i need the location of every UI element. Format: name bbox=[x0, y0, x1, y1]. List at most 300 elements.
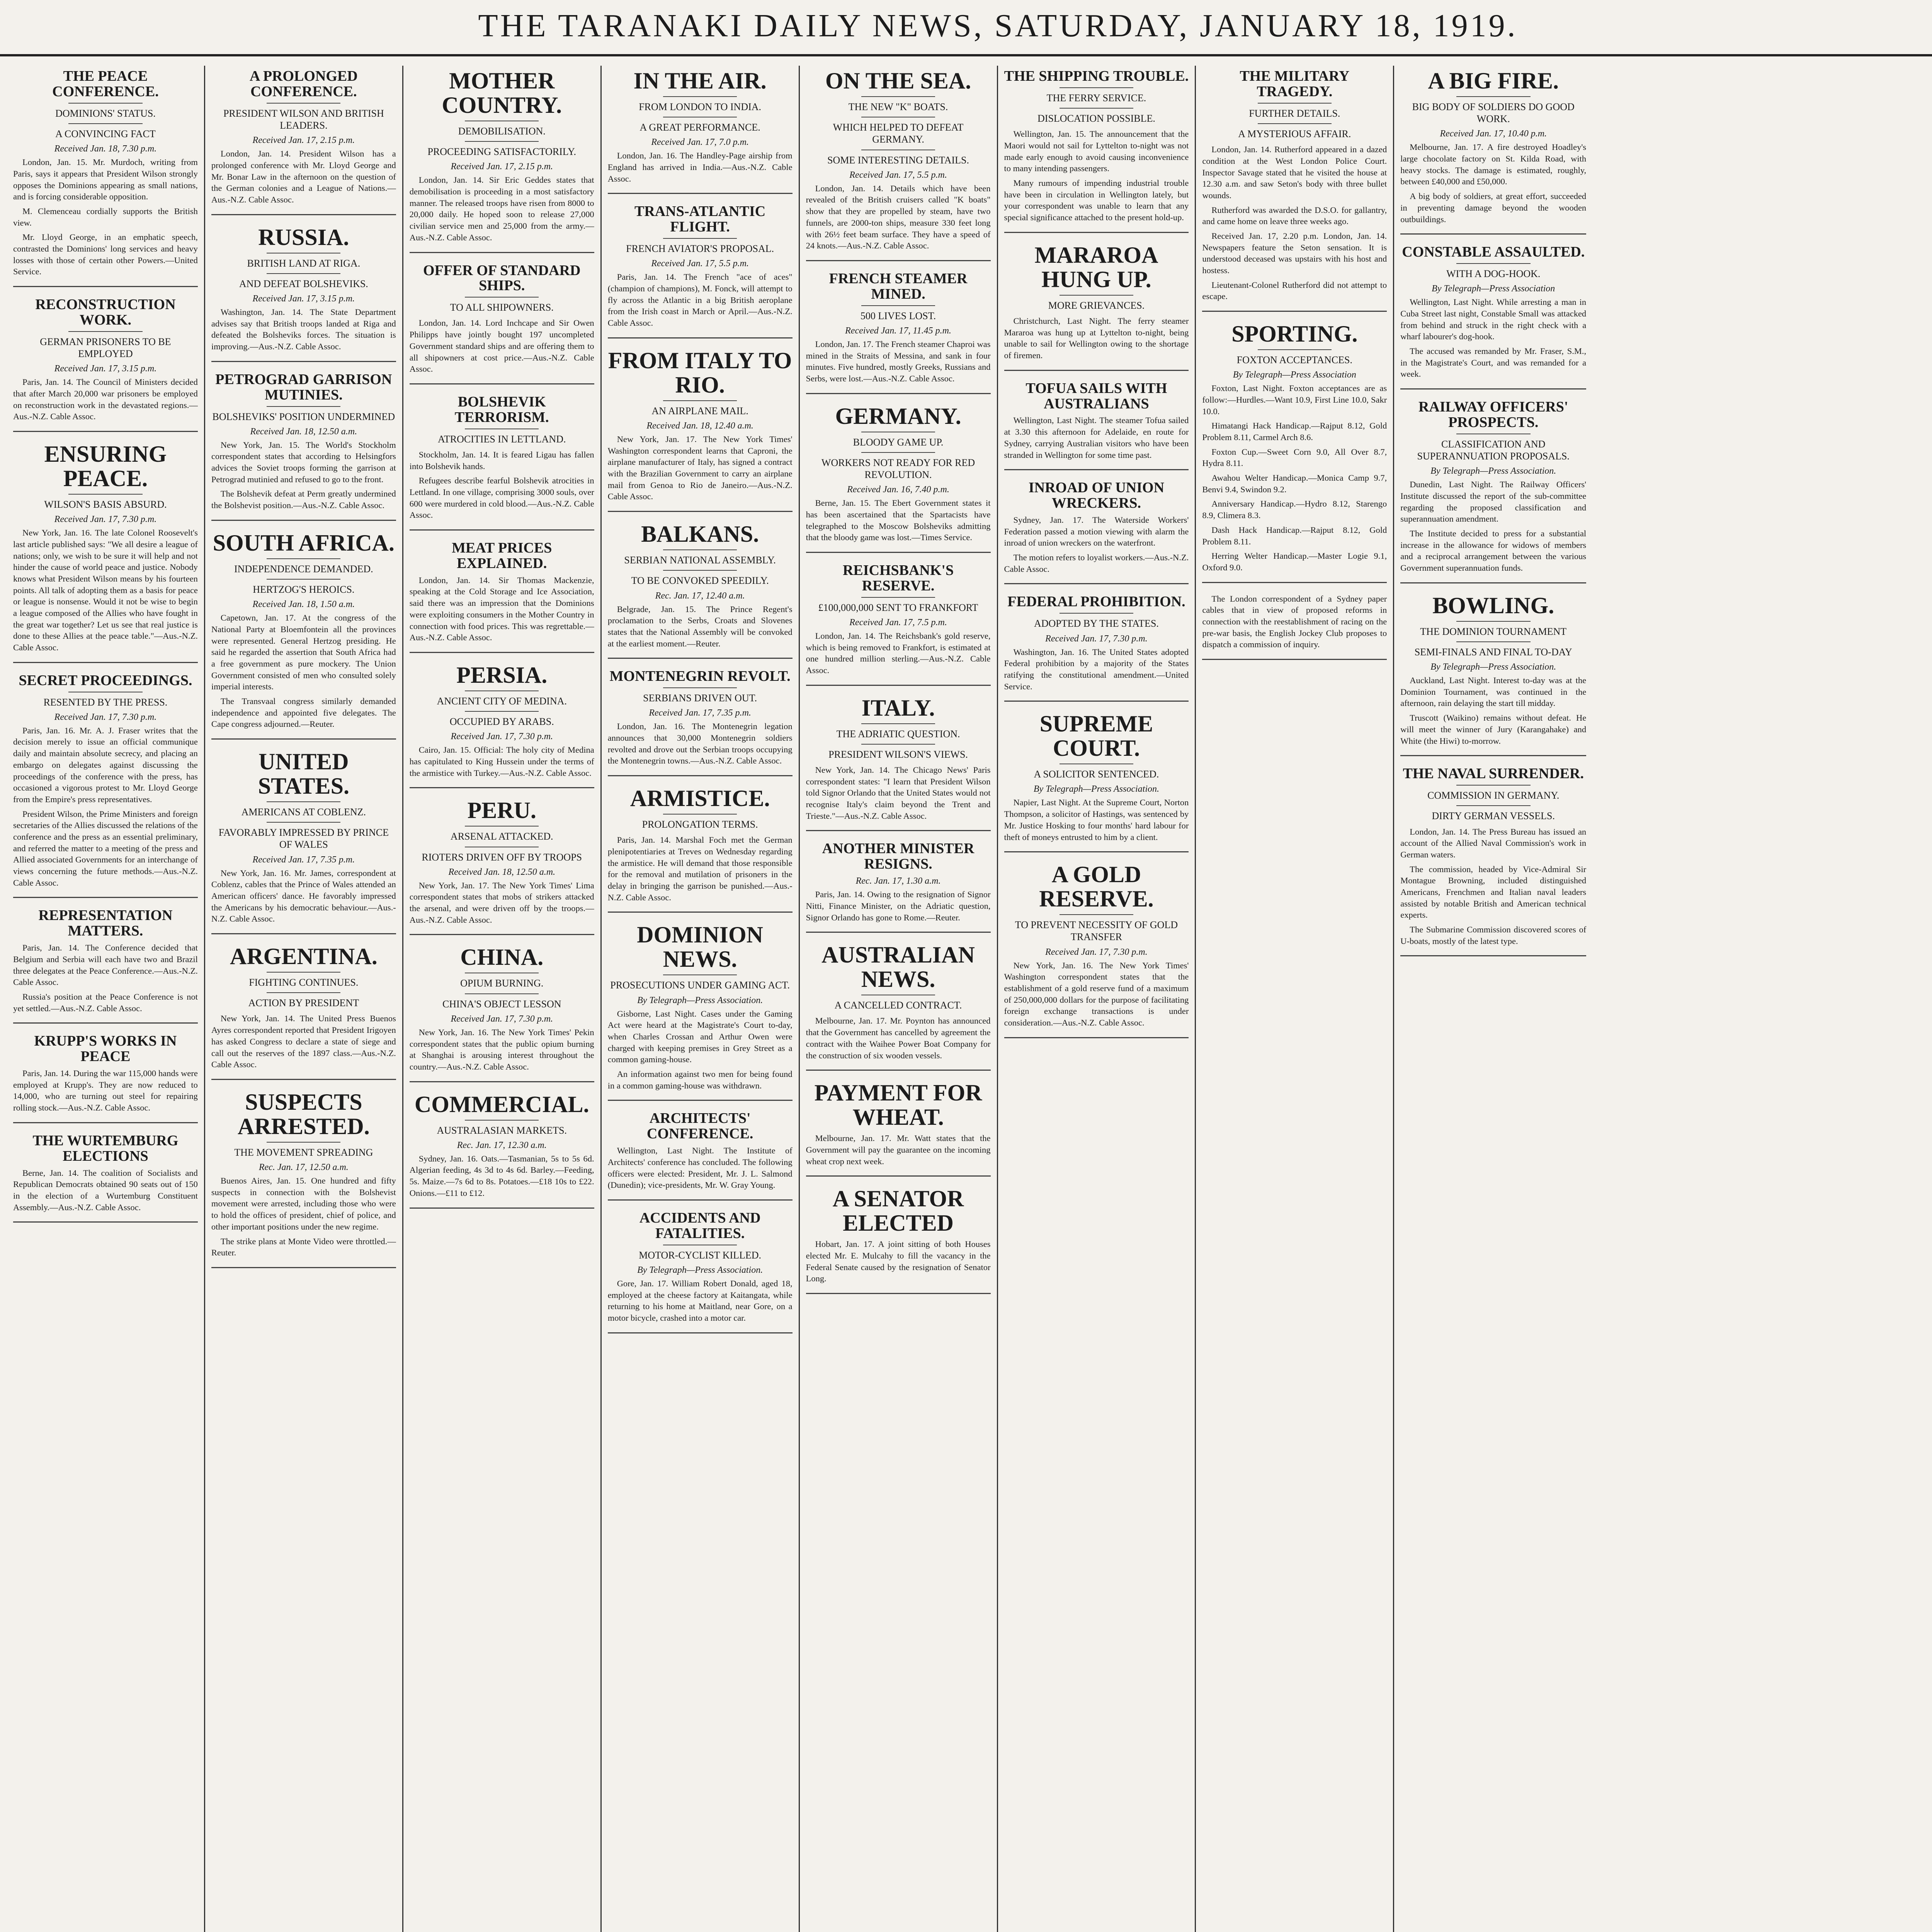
article-headline: TOFUA SAILS WITH AUSTRALIANS bbox=[1026, 380, 1167, 412]
news-column bbox=[800, 66, 998, 1932]
article bbox=[608, 786, 793, 913]
article-paragraph: Paris, Jan. 14. Owing to the resignation of Signor Nitti, Finance Minister, on the Adriatic question, Signor Orlando has gone to Rome.—Reuter. bbox=[806, 889, 991, 922]
article bbox=[608, 69, 793, 194]
article-paragraph: Belgrade, Jan. 15. The Prince Regent's proclamation to the Serbs, Croats and Slovenes states that the National Assembly will be convoked at the earliest moment.—Reuter. bbox=[607, 604, 793, 648]
article-headline: THE NAVAL SURRENDER. bbox=[1403, 765, 1584, 782]
article-subheading: ACTION BY PRESIDENT bbox=[248, 997, 359, 1009]
divider-rule bbox=[663, 549, 737, 550]
article-subheading: TO PREVENT NECESSITY OF GOLD TRANSFER bbox=[1015, 919, 1178, 943]
article-paragraph: Capetown, Jan. 17. At the congress of the National Party at Bloemfontein all the provinces were represented. General Hertzog presiding. He said he regarded the assertion that South Africa had a free government as pure mockery. The Union Government consisted of men who consulted solely imperial interests. bbox=[211, 613, 396, 692]
article-dateline: Received Jan. 18, 12.40 a.m. bbox=[646, 421, 753, 431]
article-subheading: A CONVINCING FACT bbox=[55, 128, 156, 139]
article-headline: ARGENTINA. bbox=[230, 944, 378, 969]
divider-rule bbox=[861, 305, 935, 306]
article bbox=[1004, 480, 1189, 584]
divider-rule bbox=[465, 993, 539, 994]
news-column bbox=[1196, 66, 1394, 1932]
divider-rule bbox=[68, 494, 142, 495]
article-subheading: SERBIAN NATIONAL ASSEMBLY. bbox=[624, 554, 776, 566]
news-column bbox=[7, 66, 205, 1932]
article-paragraph: The commission, headed by Vice-Admiral Sir Montague Browning, included distinguished Americans, Frenchmen and Italian naval leaders assisted by notable British and American technical experts. bbox=[1400, 864, 1587, 920]
article-paragraph: Dash Hack Handicap.—Rajput 8.12, Gold Problem 8.11. bbox=[1202, 525, 1387, 546]
article-headline: RUSSIA. bbox=[258, 224, 349, 250]
article-paragraph: Foxton Cup.—Sweet Corn 9.0, All Over 8.7, Hydra 8.11. bbox=[1202, 447, 1387, 468]
article-dateline: Received Jan. 17, 7.35 p.m. bbox=[649, 708, 751, 718]
article bbox=[806, 271, 991, 394]
article-headline: SPORTING. bbox=[1231, 321, 1358, 347]
divider-rule bbox=[1456, 96, 1531, 97]
article-paragraph: Wellington, Last Night. While arresting a man in Cuba Street last night, Constable Small was attacked from behind and struck in the right check with a wharf labourer's dog-hook. bbox=[1400, 297, 1587, 342]
article-headline: ITALY. bbox=[861, 695, 935, 721]
article-paragraph: The motion refers to loyalist workers.—Aus.-N.Z. Cable Assoc. bbox=[1004, 553, 1189, 574]
article-headline: CONSTABLE ASSAULTED. bbox=[1402, 244, 1585, 260]
article-subheading: HERTZOG'S HEROICS. bbox=[253, 584, 355, 595]
article-paragraph: London, Jan. 16. The Handley-Page airship from England has arrived in India.—Aus.-N.Z. Cable Assoc. bbox=[607, 151, 793, 184]
article-subheading: THE MOVEMENT SPREADING bbox=[234, 1146, 373, 1158]
article-subheading: WITH A DOG-HOOK. bbox=[1446, 268, 1541, 280]
article-headline: FEDERAL PROHIBITION. bbox=[1007, 594, 1185, 610]
article bbox=[13, 297, 198, 432]
article-dateline: Received Jan. 16, 7.40 p.m. bbox=[847, 485, 949, 495]
article bbox=[608, 1211, 793, 1333]
article-paragraph: Lieutenant-Colonel Rutherford did not attempt to escape. bbox=[1202, 280, 1387, 301]
article-subheading: A CANCELLED CONTRACT. bbox=[834, 1000, 962, 1011]
article-headline: PAYMENT FOR WHEAT. bbox=[814, 1080, 982, 1130]
article-dateline: Received Jan. 18, 7.30 p.m. bbox=[54, 144, 157, 154]
divider-rule bbox=[465, 711, 539, 712]
article-subheading: 500 LIVES LOST. bbox=[860, 310, 936, 321]
article-dateline: Received Jan. 17, 2.15 p.m. bbox=[252, 135, 355, 146]
article-subheading: MOTOR-CYCLIST KILLED. bbox=[639, 1249, 762, 1261]
article bbox=[1400, 766, 1586, 956]
article-headline: KRUPP'S WORKS IN PEACE bbox=[34, 1033, 177, 1065]
article bbox=[1004, 862, 1189, 1038]
article-subheading: PRESIDENT WILSON AND BRITISH LEADERS. bbox=[223, 107, 384, 131]
article-subheading: SOME INTERESTING DETAILS. bbox=[827, 154, 969, 166]
article-headline: TRANS-ATLANTIC FLIGHT. bbox=[634, 203, 766, 235]
article-dateline: Received Jan. 18, 1.50 a.m. bbox=[252, 599, 355, 610]
article-subheading: A GREAT PERFORMANCE. bbox=[639, 122, 760, 133]
divider-rule bbox=[663, 96, 737, 97]
article-headline: PETROGRAD GARRISON MUTINIES. bbox=[215, 371, 392, 403]
divider-rule bbox=[267, 406, 340, 407]
article-paragraph: New York, Jan. 17. The New York Times' Washington correspondent learns that Caproni, the airplane manufacturer of Italy, has signed a contract with the Brazilian Government to carry an airplane mail from Genoa to Rio de Janeiro.—Aus.-N.Z. Cable Assoc. bbox=[607, 434, 793, 502]
article-headline: IN THE AIR. bbox=[633, 68, 767, 94]
news-column bbox=[1394, 66, 1592, 1932]
article bbox=[608, 1111, 793, 1201]
article-subheading: FAVORABLY IMPRESSED BY PRINCE OF WALES bbox=[218, 827, 389, 850]
article-paragraph: New York, Jan. 17. The New York Times' Lima correspondent states that mobs of strikers attacked the arsenal, and were driven off by the troops.—Aus.-N.Z. Cable Assoc. bbox=[409, 880, 594, 925]
article-subheading: DEMOBILISATION. bbox=[458, 126, 546, 137]
article-headline: GERMANY. bbox=[835, 403, 961, 429]
article-paragraph: M. Clemenceau cordially supports the British view. bbox=[13, 206, 198, 228]
article-headline: RECONSTRUCTION WORK. bbox=[35, 296, 176, 328]
article-subheading: AND DEFEAT BOLSHEVIKS. bbox=[239, 278, 368, 289]
divider-rule bbox=[861, 452, 935, 453]
divider-rule bbox=[1258, 349, 1332, 350]
article-dateline: Received Jan. 17, 7.30 p.m. bbox=[1045, 947, 1148, 957]
article-dateline: By Telegraph—Press Association. bbox=[1430, 466, 1556, 476]
article-paragraph: Melbourne, Jan. 17. Mr. Poynton has announced that the Government has cancelled by agreement the contract with the Waihee Power Boat Company for the construction of six wooden vessels. bbox=[806, 1016, 991, 1060]
article-dateline: Received Jan. 17, 3.15 p.m. bbox=[54, 364, 157, 374]
divider-rule bbox=[267, 558, 340, 559]
article-subheading: FRENCH AVIATOR'S PROPOSAL. bbox=[626, 243, 774, 255]
divider-rule bbox=[267, 801, 340, 802]
divider-rule bbox=[465, 690, 539, 691]
article bbox=[1004, 381, 1189, 471]
article-subheading: DOMINIONS' STATUS. bbox=[55, 107, 156, 119]
article-headline: SUPREME COURT. bbox=[1039, 711, 1153, 761]
divider-rule bbox=[663, 400, 737, 401]
article-subheading: THE DOMINION TOURNAMENT bbox=[1420, 626, 1567, 637]
news-columns bbox=[7, 66, 1932, 1932]
article bbox=[806, 1081, 991, 1177]
article-paragraph: London, Jan. 14. Rutherford appeared in a dazed condition at the West London Police Court. Inspector Savage stated that he visited the house at 12.30 a.m. and saw Seton's body with three bullet wounds. bbox=[1202, 145, 1387, 200]
news-column bbox=[403, 66, 602, 1932]
article-subheading: FOXTON ACCEPTANCES. bbox=[1236, 354, 1353, 366]
article bbox=[806, 1187, 991, 1294]
article bbox=[1202, 593, 1387, 660]
article-dateline: Received Jan. 17, 11.45 p.m. bbox=[845, 325, 951, 336]
article-subheading: CHINA'S OBJECT LESSON bbox=[442, 998, 561, 1010]
article-paragraph: The Transvaal congress similarly demanded independence and appointed five delegates. The Cape congress adjourned.—Reuter. bbox=[211, 696, 396, 729]
divider-rule bbox=[267, 103, 340, 104]
article bbox=[211, 750, 396, 934]
divider-rule bbox=[465, 1120, 539, 1121]
article-dateline: Rec. Jan. 17, 12.40 a.m. bbox=[655, 590, 745, 601]
article-dateline: By Telegraph—Press Association. bbox=[1033, 784, 1159, 794]
article-subheading: COMMISSION IN GERMANY. bbox=[1427, 790, 1560, 801]
article-headline: ACCIDENTS AND FATALITIES. bbox=[639, 1209, 761, 1242]
divider-rule bbox=[663, 570, 737, 571]
article-headline: A SENATOR ELECTED bbox=[832, 1186, 964, 1236]
article-headline: THE MILITARY TRAGEDY. bbox=[1240, 68, 1350, 100]
divider-rule bbox=[1456, 621, 1531, 622]
divider-rule bbox=[267, 1142, 340, 1143]
article bbox=[13, 1034, 198, 1123]
article-paragraph: London, Jan. 14. Lord Inchcape and Sir Owen Philipps have jointly bought 197 uncompleted Government standard ships and are offering them to all shipowners at cost price.—Aus.-N.Z. Cable Assoc. bbox=[409, 318, 594, 374]
article-paragraph: The Institute decided to press for a substantial increase in the allowance for widows of members and a reciprocal arrangement between the various Government superannuation funds. bbox=[1400, 528, 1587, 573]
article-paragraph: Cairo, Jan. 15. Official: The holy city of Medina has capitulated to King Hussein under the terms of the armistice with Turkey.—Aus.-N.Z. Cable Assoc. bbox=[409, 745, 594, 778]
article-subheading: CLASSIFICATION AND SUPERANNUATION PROPOSALS. bbox=[1417, 438, 1570, 462]
article-subheading: GERMAN PRISONERS TO BE EMPLOYED bbox=[40, 336, 171, 359]
article-paragraph: An information against two men for being found in a common gaming-house was withdrawn. bbox=[607, 1069, 793, 1090]
article-dateline: Received Jan. 17, 5.5 p.m. bbox=[651, 259, 749, 269]
article-subheading: RIOTERS DRIVEN OFF BY TROOPS bbox=[422, 851, 582, 863]
divider-rule bbox=[1456, 805, 1531, 806]
article-headline: A GOLD RESERVE. bbox=[1039, 862, 1154, 912]
article-headline: REICHSBANK'S RESERVE. bbox=[842, 562, 954, 594]
article-subheading: AN AIRPLANE MAIL. bbox=[651, 405, 748, 417]
divider-rule bbox=[861, 723, 935, 724]
article-headline: MEAT PRICES EXPLAINED. bbox=[452, 540, 552, 571]
article-dateline: Received Jan. 17, 5.5 p.m. bbox=[849, 170, 947, 180]
article-headline: BOWLING. bbox=[1432, 592, 1554, 618]
article-paragraph: The London correspondent of a Sydney paper cables that in view of proposed reforms in connection with the reestablishment of racing on the pre-war basis, the English Jockey Club proposes to dispatch a commission of inquiry. bbox=[1202, 594, 1387, 650]
divider-rule bbox=[68, 123, 142, 124]
article-subheading: BOLSHEVIKS' POSITION UNDERMINED bbox=[212, 411, 395, 422]
article bbox=[1400, 594, 1586, 757]
article-paragraph: Paris, Jan. 16. Mr. A. J. Fraser writes that the decision merely to issue an official communique daily and maintain absolute secrecy, and placing an embargo on delegates against discussing the proceedings of the conference with the press, has occasioned a vigorous protest to Mr. Lloyd George from the Empire's press representatives. bbox=[13, 725, 198, 804]
article-paragraph: Paris, Jan. 14. During the war 115,000 hands were employed at Krupp's. They are now reduced to 14,000, who are turning out steel for repairing rolling stock.—Aus.-N.Z. Cable Assoc. bbox=[13, 1068, 198, 1113]
article bbox=[1202, 69, 1387, 312]
article-dateline: Rec. Jan. 17, 1.30 a.m. bbox=[855, 876, 941, 886]
article-headline: FRENCH STEAMER MINED. bbox=[829, 270, 968, 302]
article-paragraph: Buenos Aires, Jan. 15. One hundred and fifty suspects in connection with the Bolshevist movement were arrested, including those who were to hold the offices of president, chief of police, and other important positions under the new regime. bbox=[211, 1176, 396, 1231]
article-dateline: By Telegraph—Press Association. bbox=[637, 1265, 763, 1275]
article-subheading: PROLONGATION TERMS. bbox=[642, 819, 758, 830]
article bbox=[1400, 245, 1586, 389]
article-dateline: Received Jan. 17, 7.30 p.m. bbox=[54, 712, 157, 722]
divider-rule bbox=[1456, 263, 1531, 264]
article-paragraph: London, Jan. 14. The Reichsbank's gold reserve, which is being removed to Frankfort, is estimated at one hundred million sterling.—Aus.-N.Z. Cable Assoc. bbox=[806, 631, 991, 675]
article-subheading: ARSENAL ATTACKED. bbox=[450, 831, 553, 842]
divider-rule bbox=[68, 103, 142, 104]
divider-rule bbox=[861, 744, 935, 745]
article bbox=[1400, 400, 1586, 583]
divider-rule bbox=[1060, 295, 1133, 296]
article-dateline: Received Jan. 17, 2.15 p.m. bbox=[451, 162, 553, 172]
article-paragraph: The Bolshevik defeat at Perm greatly undermined the Bolshevist position.—Aus.-N.Z. Cable Assoc. bbox=[211, 489, 396, 510]
article-paragraph: Rutherford was awarded the D.S.O. for gallantry, and came home on leave three weeks ago. bbox=[1202, 205, 1387, 226]
news-column bbox=[998, 66, 1196, 1932]
divider-rule bbox=[663, 238, 737, 239]
article-paragraph: The strike plans at Monte Video were throttled.—Reuter. bbox=[211, 1236, 396, 1258]
article-subheading: PROSECUTIONS UNDER GAMING ACT. bbox=[610, 980, 790, 991]
article-subheading: WORKERS NOT READY FOR RED REVOLUTION. bbox=[821, 457, 975, 480]
article-subheading: ATROCITIES IN LETTLAND. bbox=[438, 433, 566, 445]
news-column bbox=[205, 66, 403, 1932]
article-subheading: RESENTED BY THE PRESS. bbox=[43, 696, 168, 708]
article bbox=[608, 669, 793, 776]
article bbox=[211, 1090, 396, 1268]
article-subheading: ANCIENT CITY OF MEDINA. bbox=[437, 695, 567, 707]
article-subheading: FROM LONDON TO INDIA. bbox=[639, 101, 762, 112]
newspaper-title: THE TARANAKI DAILY NEWS, SATURDAY, JANUARY 18, 1919. bbox=[478, 8, 1518, 44]
article-subheading: FIGHTING CONTINUES. bbox=[249, 977, 359, 988]
article-subheading: DISLOCATION POSSIBLE. bbox=[1037, 113, 1155, 124]
article-headline: A PROLONGED CONFERENCE. bbox=[249, 68, 358, 100]
article-subheading: WILSON'S BASIS ABSURD. bbox=[44, 498, 167, 510]
article-subheading: OPIUM BURNING. bbox=[460, 978, 544, 989]
article-headline: ANOTHER MINISTER RESIGNS. bbox=[822, 840, 975, 872]
article bbox=[211, 944, 396, 1080]
article-headline: PERU. bbox=[467, 798, 536, 823]
article-headline: MOTHER COUNTRY. bbox=[442, 68, 562, 118]
article-dateline: By Telegraph—Press Association bbox=[1233, 370, 1356, 380]
article-dateline: Received Jan. 17, 7.0 p.m. bbox=[651, 137, 749, 148]
article bbox=[806, 563, 991, 686]
article-paragraph: Wellington, Last Night. The steamer Tofua sailed at 3.30 this afternoon for Adelaide, en route for Sydney, carrying Australian visitors who have been stranded in Wellington for some time past. bbox=[1004, 415, 1189, 460]
divider-rule bbox=[1258, 103, 1332, 104]
article-headline: MONTENEGRIN REVOLT. bbox=[609, 668, 791, 685]
article-dateline: Received Jan. 18, 12.50 a.m. bbox=[250, 426, 357, 437]
article-headline: ARMISTICE. bbox=[630, 786, 770, 811]
article-paragraph: Gore, Jan. 17. William Robert Donald, aged 18, employed at the cheese factory at Kaitangata, while returning to his home at Maitland, near Gore, on a motor bicycle, crashed into a motor car. bbox=[607, 1278, 793, 1323]
article-dateline: Received Jan. 17, 7.30 p.m. bbox=[54, 514, 157, 525]
article bbox=[1004, 712, 1189, 852]
article bbox=[410, 945, 594, 1082]
article-paragraph: Russia's position at the Peace Conference is not yet settled.—Aus.-N.Z. Cable Assoc. bbox=[13, 992, 198, 1013]
article bbox=[13, 1133, 198, 1223]
article-subheading: FURTHER DETAILS. bbox=[1249, 107, 1340, 119]
divider-rule bbox=[267, 992, 340, 993]
article-headline: BALKANS. bbox=[641, 521, 759, 547]
article-paragraph: Hobart, Jan. 17. A joint sitting of both Houses elected Mr. E. Mulcahy to fill the vacancy in the Federal Senate caused by the resignation of Senator Long. bbox=[806, 1239, 991, 1284]
article bbox=[1004, 594, 1189, 702]
article-headline: SOUTH AFRICA. bbox=[213, 530, 395, 556]
article-headline: ENSURING PEACE. bbox=[44, 441, 167, 491]
article bbox=[806, 696, 991, 832]
article-subheading: BIG BODY OF SOLDIERS DO GOOD WORK. bbox=[1412, 101, 1575, 125]
article bbox=[1004, 69, 1189, 233]
article bbox=[211, 531, 396, 740]
article-headline: INROAD OF UNION WRECKERS. bbox=[1028, 480, 1165, 512]
article bbox=[410, 395, 594, 531]
divider-rule bbox=[267, 273, 340, 274]
article bbox=[410, 663, 594, 788]
article-paragraph: London, Jan. 14. Details which have been revealed of the British cruisers called "K boats" show that they are propelled by steam, have two funnels, are 2000-ton ships, measure 330 feet long with 26½ feet beam surface. They have a speed of 24 knots.—Aus.-N.Z. Cable Assoc. bbox=[806, 183, 991, 251]
divider-rule bbox=[68, 331, 142, 332]
article-paragraph: Melbourne, Jan. 17. Mr. Watt states that the Government will pay the guarantee on the incoming wheat crop next week. bbox=[806, 1133, 991, 1166]
article-paragraph: Awahou Welter Handicap.—Monica Camp 9.7, Benvi 9.4, Swindon 9.2. bbox=[1202, 473, 1387, 494]
article-paragraph: Himatangi Hack Handicap.—Rajput 8.12, Gold Problem 8.11, Carmel Arch 8.6. bbox=[1202, 421, 1387, 442]
article bbox=[1400, 69, 1586, 235]
article-paragraph: The accused was remanded by Mr. Fraser, S.M., in the Magistrate's Court, and was remanded for a week. bbox=[1400, 346, 1587, 379]
article-headline: FROM ITALY TO RIO. bbox=[608, 347, 792, 398]
divider-rule bbox=[267, 972, 340, 973]
article-paragraph: Refugees describe fearful Bolshevik atrocities in Lettland. In one village, comprising 3000 souls, over 600 were murdered in cold blood.—Aus.-N.Z. Cable Assoc. bbox=[409, 476, 594, 520]
article-headline: COMMERCIAL. bbox=[414, 1091, 589, 1117]
article-paragraph: New York, Jan. 14. The United Press Buenos Ayres correspondent reported that President Irigoyen has asked Congress to declare a state of siege and call out the reserves of the 1897 class.—Aus.-N.Z. Cable Assoc. bbox=[211, 1014, 396, 1070]
article-subheading: MORE GRIEVANCES. bbox=[1048, 299, 1145, 311]
article-dateline: By Telegraph—Press Association. bbox=[1430, 662, 1556, 672]
article-paragraph: Gisborne, Last Night. Cases under the Gaming Act were heard at the Magistrate's Court to-day, when Charles Crossan and Arthur Owen were charged with keeping premises in Grey Street as a common gaming-house. bbox=[607, 1009, 793, 1065]
article bbox=[410, 541, 594, 653]
article-paragraph: Truscott (Waikino) remains without defeat. He will meet the winner of Jury (Karangahake) and White (the Hiwi) to-morrow. bbox=[1400, 713, 1587, 746]
article-subheading: DIRTY GERMAN VESSELS. bbox=[1432, 810, 1555, 822]
masthead bbox=[0, 0, 1932, 56]
article bbox=[13, 908, 198, 1024]
article-subheading: OCCUPIED BY ARABS. bbox=[449, 716, 554, 728]
article-subheading: A SOLICITOR SENTENCED. bbox=[1034, 769, 1159, 780]
article bbox=[608, 923, 793, 1101]
article-subheading: THE FERRY SERVICE. bbox=[1046, 92, 1146, 104]
article-headline: AUSTRALIAN NEWS. bbox=[821, 942, 975, 992]
article-paragraph: Mr. Lloyd George, in an emphatic speech, contrasted the Dominions' long services and heavy losses with those of certain other Powers.—United Service. bbox=[13, 232, 198, 277]
divider-rule bbox=[267, 579, 340, 580]
article bbox=[13, 69, 198, 287]
divider-rule bbox=[267, 822, 340, 823]
divider-rule bbox=[663, 687, 737, 688]
divider-rule bbox=[1060, 108, 1133, 109]
article-paragraph: Foxton, Last Night. Foxton acceptances are as follow:—Hurdles.—Want 10.9, First Line 10.0, Sakr 10.0. bbox=[1202, 383, 1387, 416]
article-paragraph: London, Jan. 14. The Press Bureau has issued an account of the Allied Naval Commission's work in German waters. bbox=[1400, 827, 1587, 859]
article-headline: DOMINION NEWS. bbox=[637, 922, 763, 972]
article-paragraph: Auckland, Last Night. Interest to-day was at the Dominion Tournament, was continued in the afternoon, rain delaying the start till midday. bbox=[1400, 675, 1587, 708]
article-headline: THE SHIPPING TROUBLE. bbox=[1004, 68, 1189, 84]
article-paragraph: The Submarine Commission discovered scores of U-boats, mostly of the latest type. bbox=[1400, 925, 1587, 946]
article-subheading: ADOPTED BY THE STATES. bbox=[1034, 618, 1159, 629]
article-paragraph: Paris, Jan. 14. Marshal Foch met the German plenipotentiaries at Treves on Wednesday regarding the armistice. He will demand that those responsible for the removal and mutilation of prisoners in the delay in bringing the garrison be punished.—Aus.-N.Z. Cable Assoc. bbox=[607, 835, 793, 902]
article-paragraph: London, Jan. 14. Sir Eric Geddes states that demobilisation is proceeding in a most satisfactory manner. The released troops have risen from 8000 to 20,000 daily. He hoped soon to release 27,000 civilian service men and 25,000 from the army.—Aus.-N.Z. Cable Assoc. bbox=[409, 175, 594, 242]
divider-rule bbox=[465, 297, 539, 298]
article-paragraph: London, Jan. 17. The French steamer Chaproi was mined in the Straits of Messina, and sank in four minutes. Five hundred, mostly Greeks, Russians and Serbs, were lost.—Aus.-N.Z. Cable Assoc. bbox=[806, 339, 991, 383]
article-dateline: Received Jan. 17, 10.40 p.m. bbox=[1440, 129, 1547, 139]
divider-rule bbox=[663, 814, 737, 815]
article-paragraph: Herring Welter Handicap.—Master Logie 9.1, Oxford 9.0. bbox=[1202, 551, 1387, 572]
divider-rule bbox=[1060, 613, 1133, 614]
article-subheading: BRITISH LAND AT RIGA. bbox=[247, 257, 361, 269]
article-paragraph: Washington, Jan. 16. The United States adopted Federal prohibition by a majority of the States ratifying the constitutional amendment.—United Service. bbox=[1004, 647, 1189, 691]
article-headline: MARAROA HUNG UP. bbox=[1034, 242, 1158, 292]
article-dateline: Rec. Jan. 17, 12.50 a.m. bbox=[259, 1162, 349, 1173]
article-paragraph: Wellington, Jan. 15. The announcement that the Maori would not sail for Lyttelton to-night was not made early enough to avoid causing inconvenience to many intending passengers. bbox=[1004, 129, 1189, 173]
divider-rule bbox=[1060, 87, 1133, 88]
article-paragraph: London, Jan. 16. The Montenegrin legation announces that 30,000 Montenegrin soldiers revolted and drove out the Serbian troops occupying the Montenegrin towns.—Aus.-N.Z. Cable Assoc. bbox=[607, 721, 793, 766]
article bbox=[806, 69, 991, 261]
article-dateline: Received Jan. 17, 3.15 p.m. bbox=[252, 293, 355, 304]
article-headline: THE WURTEMBURG ELECTIONS bbox=[32, 1132, 179, 1164]
article-paragraph: London, Jan. 14. Sir Thomas Mackenzie, speaking at the Cold Storage and Ice Association, said there was an impression that the Dominions were exploiting consumers in the Mother Country in connection with food prices. This was regrettable.—Aus.-N.Z. Cable Assoc. bbox=[409, 575, 594, 643]
article-dateline: By Telegraph—Press Association bbox=[1432, 284, 1555, 294]
article-paragraph: A big body of soldiers, at great effort, succeeded in preventing damage beyond the wooden outbuildings. bbox=[1400, 191, 1587, 224]
divider-rule bbox=[1258, 123, 1332, 124]
divider-rule bbox=[465, 141, 539, 142]
article-dateline: Received Jan. 18, 12.50 a.m. bbox=[448, 867, 556, 877]
article-paragraph: Received Jan. 17, 2.20 p.m. London, Jan. 14. Newspapers feature the Seton sensation. It is understood deceased was upstairs with his host and hostess. bbox=[1202, 231, 1387, 276]
article-subheading: £100,000,000 SENT TO FRANKFORT bbox=[818, 602, 978, 613]
article-paragraph: Anniversary Handicap.—Hydro 8.12, Starengo 8.9, Climera 8.3. bbox=[1202, 499, 1387, 520]
article-subheading: THE NEW "K" BOATS. bbox=[848, 101, 948, 112]
article-paragraph: Berne, Jan. 14. The coalition of Socialists and Republican Democrats obtained 90 seats out of 150 in the election of a Wurtemburg Constituent Assembly.—Aus.-N.Z. Cable Assoc. bbox=[13, 1168, 198, 1212]
article bbox=[410, 69, 594, 253]
article-headline: ON THE SEA. bbox=[825, 68, 971, 94]
article-dateline: Received Jan. 17, 7.30 p.m. bbox=[451, 731, 553, 742]
article-paragraph: Sydney, Jan. 17. The Waterside Workers' Federation passed a motion viewing with alarm the inroad of union wreckers on the waterfront. bbox=[1004, 515, 1189, 548]
article-subheading: BLOODY GAME UP. bbox=[853, 436, 944, 448]
article-subheading: PRESIDENT WILSON'S VIEWS. bbox=[828, 748, 968, 760]
article-paragraph: New York, Jan. 16. The New York Times' Pekin correspondent states that the public opium burning at Shanghai is arousing interest throughout the country.—Aus.-N.Z. Cable Assoc. bbox=[409, 1027, 594, 1071]
article-paragraph: London, Jan. 14. President Wilson has a prolonged conference with Mr. Lloyd George and Mr. Bonar Law in the afternoon on the question of the German colonies and a League of Nations.—Aus.-N.Z. Cable Assoc. bbox=[211, 149, 396, 204]
article bbox=[806, 841, 991, 933]
article-subheading: INDEPENDENCE DEMANDED. bbox=[234, 563, 373, 575]
article bbox=[410, 263, 594, 384]
divider-rule bbox=[1456, 785, 1531, 786]
article-subheading: A MYSTERIOUS AFFAIR. bbox=[1238, 128, 1351, 139]
article bbox=[806, 404, 991, 553]
article-paragraph: President Wilson, the Prime Ministers and foreign secretaries of the Allies discussed the relations of the conference and the press as an essential preliminary, and referred the matter to a meeting of the press and Allied associated Governments for an interchange of views concerning the future methods.—Aus.-N.Z. Cable Assoc. bbox=[13, 809, 198, 888]
article-dateline: Received Jan. 17, 7.35 p.m. bbox=[252, 854, 355, 865]
article-paragraph: Stockholm, Jan. 14. It is feared Ligau has fallen into Bolshevik hands. bbox=[409, 449, 594, 471]
divider-rule bbox=[861, 96, 935, 97]
article-paragraph: Paris, Jan. 14. The French "ace of aces" (champion of champions), M. Fonck, will attempt to fly across the Atlantic in a big British aeroplane from the Irish coast in March or April.—Aus.-N.Z. Cable Assoc. bbox=[607, 272, 793, 328]
article bbox=[410, 1092, 594, 1209]
article-subheading: TO ALL SHIPOWNERS. bbox=[450, 302, 554, 313]
divider-rule bbox=[861, 597, 935, 598]
article-paragraph: Sydney, Jan. 16. Oats.—Tasmanian, 5s to 5s 6d. Algerian feeding, 4s 3d to 4s 6d. Barley.—Feeding, 5s. Maize.—7s 6d to 8s. Potatoes.—£18 10s to £22. Onions.—£11 to £12. bbox=[409, 1153, 594, 1198]
article-headline: RAILWAY OFFICERS' PROSPECTS. bbox=[1418, 399, 1568, 430]
article bbox=[13, 673, 198, 898]
news-column bbox=[602, 66, 800, 1932]
article-paragraph: Paris, Jan. 14. The Conference decided that Belgium and Serbia will each have two and Brazil three delegates at the Peace Conference.—Aus.-N.Z. Cable Assoc. bbox=[13, 943, 198, 987]
article-paragraph: New York, Jan. 15. The World's Stockholm correspondent states that according to Helsingfors advices the Soviet troops forming the garrison at Petrograd mutinied and refused to go to the front. bbox=[211, 440, 396, 484]
article bbox=[1004, 243, 1189, 371]
divider-rule bbox=[1456, 641, 1531, 642]
article-headline: PERSIA. bbox=[456, 662, 548, 688]
article bbox=[806, 943, 991, 1071]
article-paragraph: Many rumours of impending industrial trouble have been in circulation in Wellington lately, but your correspondent was unable to learn that any special significance attached to the present hold-up. bbox=[1004, 178, 1189, 223]
